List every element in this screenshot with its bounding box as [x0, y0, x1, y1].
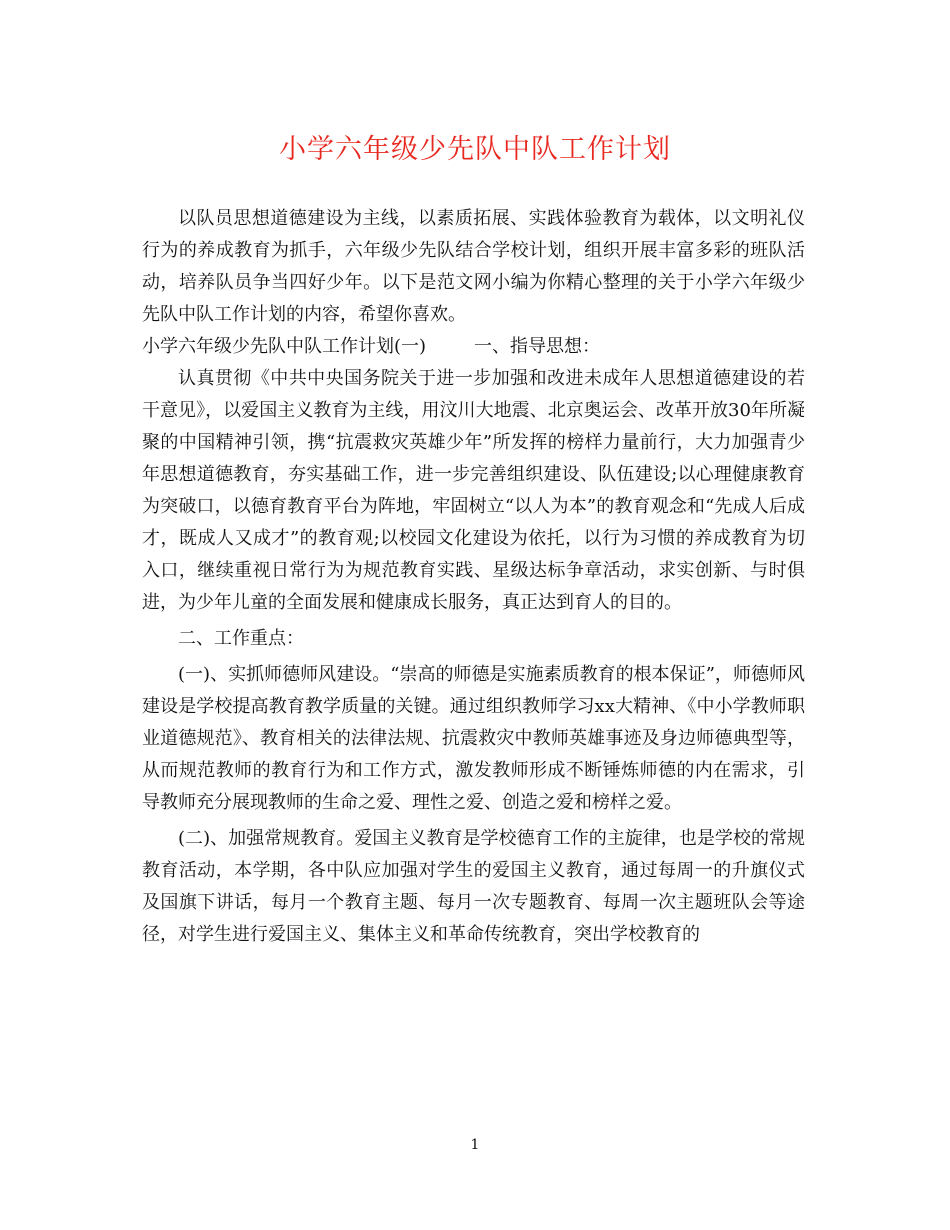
- plan-heading-line: [142, 331, 805, 363]
- section1-paragraph: 认真贯彻《中共中央国务院关于进一步加强和改进未成年人思想道德建设的若干意见》，以爱国主义教育为主线，用汶川大地震、北京奥运会、改革开放30年所凝聚的中国精神引领，携“抗震救灾英雄少年”所发挥的榜样力量前行，大力加强青少年思想道德教育，夯实基础工作，进一步完善组织建设、队伍建设;以心理健康教育为突破口，以德育教育平台为阵地，牢固树立“以人为本”的教育观念和“先成人后成才，既成人又成才”的教育观;以校园文化建设为依托，以行为习惯的养成教育为切入口，继续重视日常行为为规范教育实践、星级达标争章活动，求实创新、与时俱进，为少年儿童的全面发展和健康成长服务，真正达到育人的目的。: [142, 368, 805, 613]
- section1-heading: 一、指导思想：: [474, 336, 601, 357]
- page-number: 1: [470, 1137, 480, 1153]
- section2-heading: 二、工作重点：: [178, 628, 304, 649]
- document-title: 小学六年级少先队中队工作计划: [279, 134, 671, 165]
- item2-paragraph: (二)、加强常规教育。爱国主义教育是学校德育工作的主旋律，也是学校的常规教育活动，本学期，各中队应加强对学生的爱国主义教育，通过每周一的升旗仪式及国旗下讲话，每月一个教育主题、每月一次专题教育、每周一次主题班队会等途径，对学生进行爱国主义、集体主义和革命传统教育，突出学校教育的: [142, 828, 805, 945]
- plan-heading: 小学六年级少先队中队工作计划(一): [142, 336, 427, 357]
- document-body: [142, 203, 805, 951]
- intro-paragraph: 以队员思想道德建设为主线，以素质拓展、实践体验教育为载体，以文明礼仪行为的养成教育为抓手，六年级少先队结合学校计划，组织开展丰富多彩的班队活动，培养队员争当四好少年。以下是范文网小编为你精心整理的关于小学六年级少先队中队工作计划的内容，希望你喜欢。: [142, 208, 805, 325]
- item1-paragraph: (一)、实抓师德师风建设。“崇高的师德是实施素质教育的根本保证”，师德师风建设是学校提高教育教学质量的关键。通过组织教师学习xx大精神、《中小学教师职业道德规范》、教育相关的法律法规、抗震救灾中教师英雄事迹及身边师德典型等，从而规范教师的教育行为和工作方式，激发教师形成不断锤炼师德的内在需求，引导教师充分展现教师的生命之爱、理性之爱、创造之爱和榜样之爱。: [142, 664, 805, 813]
